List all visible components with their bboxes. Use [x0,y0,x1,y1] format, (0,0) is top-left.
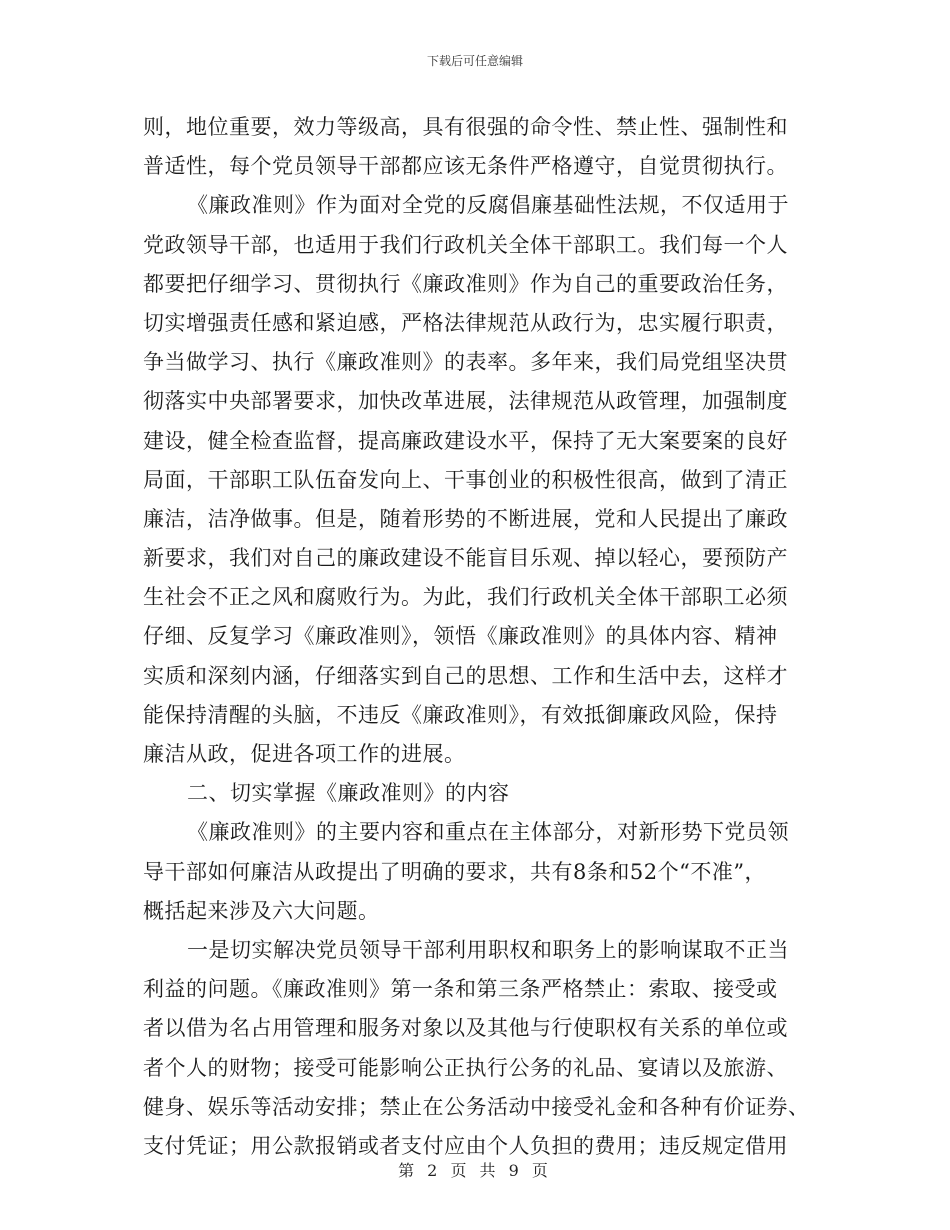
text-line: 生社会不正之风和腐败行为。为此，我们行政机关全体干部职工必须 [143,585,788,610]
text-line: 能保持清醒的头脑，不违反《廉政准则》，有效抵御廉政风险，保持 [143,702,778,727]
text-line: 党政领导干部，也适用于我们行政机关全体干部职工。我们每一个人 [143,232,788,257]
text-line: 局面，干部职工队伍奋发向上、干事创业的积极性很高，做到了清正 [143,467,788,492]
text-line: 者个人的财物；接受可能影响公正执行公务的礼品、宴请以及旅游、 [143,1055,788,1080]
text-line: 争当做学习、执行《廉政准则》的表率。多年来，我们局党组坚决贯 [143,350,788,375]
text-line: 建设，健全检查监督，提高廉政建设水平，保持了无大案要案的良好 [143,428,788,453]
text-line: 者以借为名占用管理和服务对象以及其他与行使职权有关系的单位或 [143,1016,788,1041]
page-header: 下载后可任意编辑 [426,54,523,68]
text-line: 实质和深刻内涵，仔细落实到自己的思想、工作和生活中去，这样才 [143,663,788,688]
text-line: 二、切实掌握《廉政准则》的内容 [187,781,510,806]
text-line: 则，地位重要，效力等级高，具有很强的命令性、禁止性、强制性和 [143,115,788,139]
body-text [143,108,810,1166]
text-line: 普适性，每个党员领导干部都应该无条件严格遵守，自觉贯彻执行。 [143,154,788,179]
text-line: 新要求，我们对自己的廉政建设不能盲目乐观、掉以轻心，要预防产 [143,546,788,571]
text-line: 《廉政准则》的主要内容和重点在主体部分，对新形势下党员领 [187,820,789,845]
text-line: 都要把仔细学习、贯彻执行《廉政准则》作为自己的重要政治任务， [143,271,788,296]
page-footer: 第 2 页 共 9 页 [398,1161,552,1180]
text-line: 一是切实解决党员领导干部利用职权和职务上的影响谋取不正当 [187,937,789,962]
text-line: 切实增强责任感和紧迫感，严格法律规范从政行为，忠实履行职责， [143,310,788,335]
text-line: 廉洁，洁净做事。但是，随着形势的不断进展，党和人民提出了廉政 [143,506,788,531]
text-line: 利益的问题。《廉政准则》第一条和第三条严格禁止：索取、接受或 [143,977,778,1002]
text-line: 概括起来涉及六大问题。 [143,898,380,923]
text-line: 《廉政准则》作为面对全党的反腐倡廉基础性法规，不仅适用于 [187,193,789,218]
text-line: 导干部如何廉洁从政提出了明确的要求，共有8条和52个“不准”， [143,859,767,884]
text-line: 支付凭证；用公款报销或者支付应由个人负担的费用；违反规定借用 [143,1133,788,1158]
text-line: 廉洁从政，促进各项工作的进展。 [143,742,466,766]
text-line: 仔细、反复学习《廉政准则》，领悟《廉政准则》的具体内容、精神 [143,624,778,649]
text-line: 彻落实中央部署要求，加快改革进展，法律规范从政管理，加强制度 [143,389,788,414]
text-line: 健身、娱乐等活动安排；禁止在公务活动中接受礼金和各种有价证券、 [143,1094,810,1119]
